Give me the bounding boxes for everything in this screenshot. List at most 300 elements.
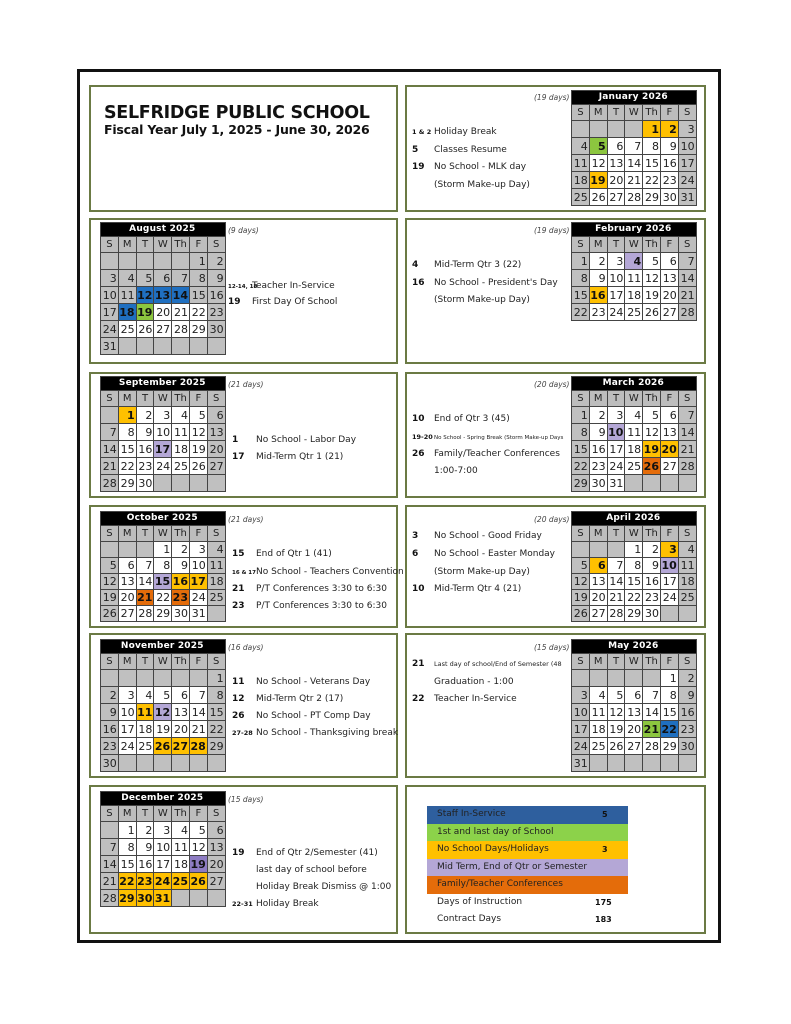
calendar-day: 5	[643, 407, 661, 424]
calendar-day: 1	[118, 822, 136, 839]
note-date: 23	[232, 601, 245, 611]
month-title: December 2025	[101, 792, 226, 806]
calendar-day: 15	[572, 441, 590, 458]
weekday-header: W	[154, 391, 172, 407]
calendar-empty-cell	[207, 755, 225, 772]
calendar-day: 23	[589, 458, 607, 475]
calendar-day: 11	[625, 424, 643, 441]
stat-value: 183	[595, 915, 612, 924]
calendar-day: 14	[101, 856, 119, 873]
calendar-day: 6	[660, 253, 678, 270]
calendar-nov	[100, 639, 226, 772]
calendar-empty-cell	[118, 670, 136, 687]
weekday-header: F	[660, 526, 678, 542]
calendar-empty-cell	[572, 542, 590, 558]
calendar-day: 15	[625, 574, 643, 590]
weekday-header: S	[572, 105, 590, 121]
calendar-day: 5	[154, 687, 172, 704]
stat-value: 175	[595, 897, 612, 907]
calendar-day: 15	[189, 287, 207, 304]
calendar-day: 20	[660, 287, 678, 304]
note-date: 11	[232, 677, 245, 687]
calendar-note	[232, 549, 332, 559]
calendar-day: 12	[101, 574, 119, 590]
calendar-day: 19	[189, 441, 207, 458]
calendar-day: 24	[189, 590, 207, 606]
calendar-note	[412, 414, 510, 424]
calendar-day: 10	[572, 704, 590, 721]
note-text: (Storm Make-up Day)	[434, 180, 530, 190]
calendar-day: 4	[572, 138, 590, 155]
calendar-day: 7	[172, 270, 190, 287]
calendar-note	[232, 677, 370, 687]
calendar-day: 11	[137, 705, 153, 719]
calendar-day: 18	[625, 287, 643, 304]
calendar-day: 27	[118, 606, 136, 622]
stat-label: Days of Instruction	[437, 896, 523, 907]
calendar-note	[412, 180, 530, 190]
calendar-day: 4	[207, 542, 225, 558]
note-text: Mid-Term Qtr 1 (21)	[256, 452, 344, 462]
month-title: January 2026	[572, 91, 697, 105]
calendar-day: 1	[625, 542, 643, 558]
weekday-header: F	[189, 654, 207, 670]
calendar-empty-cell	[101, 822, 119, 839]
note-text: Graduation - 1:00	[434, 677, 514, 687]
calendar-note	[412, 127, 497, 137]
note-text: End of Qtr 3 (45)	[434, 414, 510, 424]
calendar-day: 20	[589, 590, 607, 606]
calendar-empty-cell	[660, 475, 678, 492]
calendar-day: 3	[101, 270, 119, 287]
calendar-day: 16	[590, 288, 606, 302]
calendar-mar	[571, 376, 697, 492]
note-text: Mid-Term Qtr 2 (17)	[256, 694, 344, 704]
weekday-header: S	[678, 391, 696, 407]
calendar-day: 6	[118, 558, 136, 574]
calendar-day: 19	[101, 590, 119, 606]
calendar-empty-cell	[154, 475, 172, 492]
calendar-empty-cell	[189, 670, 207, 687]
calendar-day: 22	[625, 590, 643, 606]
weekday-header: M	[118, 806, 136, 822]
calendar-day: 19	[154, 721, 172, 738]
calendar-day: 10	[118, 704, 136, 721]
calendar-day: 1	[118, 407, 136, 424]
calendar-day: 7	[189, 687, 207, 704]
weekday-header: W	[154, 806, 172, 822]
calendar-day: 17	[101, 304, 119, 321]
weekday-header: F	[660, 654, 678, 670]
calendar-aug	[100, 222, 226, 355]
calendar-empty-cell	[207, 338, 225, 355]
weekday-header: W	[154, 237, 172, 253]
calendar-empty-cell	[118, 338, 136, 355]
calendar-day: 4	[625, 407, 643, 424]
calendar-day: 28	[678, 304, 696, 321]
calendar-day: 17	[572, 721, 590, 738]
calendar-day: 1	[572, 253, 590, 270]
calendar-empty-cell	[101, 253, 119, 270]
calendar-day: 11	[172, 424, 190, 441]
weekday-header: S	[678, 526, 696, 542]
calendar-day: 27	[660, 458, 678, 475]
calendar-day: 18	[625, 441, 643, 458]
legend-no-school	[427, 841, 628, 859]
calendar-day: 6	[207, 822, 225, 839]
calendar-feb	[571, 222, 697, 321]
calendar-day: 31	[101, 338, 119, 355]
weekday-header: Th	[643, 391, 661, 407]
calendar-day: 16	[643, 574, 661, 590]
calendar-day: 5	[136, 270, 154, 287]
weekday-header: Th	[643, 654, 661, 670]
calendar-day: 28	[607, 606, 625, 622]
calendar-note	[412, 677, 514, 687]
weekday-header: Th	[172, 391, 190, 407]
weekday-header: M	[589, 526, 607, 542]
weekday-header: M	[118, 237, 136, 253]
weekday-header: Th	[643, 237, 661, 253]
note-text: (Storm Make-up Day)	[434, 567, 530, 577]
note-text: No School - Spring Break (Storm Make-up Days	[434, 435, 564, 441]
weekday-header: F	[189, 391, 207, 407]
note-date: 26	[412, 449, 425, 459]
calendar-empty-cell	[207, 890, 225, 907]
calendar-day: 8	[572, 270, 590, 287]
calendar-day: 29	[660, 738, 678, 755]
note-text: No School - Easter Monday	[434, 549, 555, 559]
note-date: 19-20	[412, 433, 433, 441]
calendar-empty-cell	[607, 670, 625, 687]
calendar-day: 25	[678, 590, 696, 606]
calendar-day: 21	[189, 721, 207, 738]
calendar-day: 23	[137, 874, 153, 888]
calendar-note	[412, 466, 478, 476]
calendar-day: 22	[661, 722, 677, 736]
calendar-day: 22	[643, 172, 661, 189]
calendar-empty-cell	[136, 670, 154, 687]
calendar-day: 12	[607, 704, 625, 721]
calendar-jan	[571, 90, 697, 206]
weekday-header: F	[189, 806, 207, 822]
calendar-empty-cell	[136, 542, 154, 558]
calendar-day: 26	[189, 458, 207, 475]
calendar-empty-cell	[643, 670, 661, 687]
note-date: 4	[412, 260, 419, 270]
weekday-header: T	[607, 654, 625, 670]
calendar-day: 9	[172, 558, 190, 574]
title-panel	[89, 85, 398, 212]
weekday-header: S	[101, 806, 119, 822]
calendar-note	[412, 449, 560, 459]
calendar-empty-cell	[607, 121, 625, 138]
calendar-note	[232, 584, 387, 594]
calendar-day: 13	[207, 424, 225, 441]
calendar-empty-cell	[660, 606, 678, 622]
calendar-empty-cell	[189, 475, 207, 492]
calendar-empty-cell	[154, 338, 172, 355]
calendar-day: 25	[625, 458, 643, 475]
calendar-day: 28	[678, 458, 696, 475]
note-date: 27-28	[232, 729, 253, 737]
calendar-day: 12	[643, 424, 661, 441]
calendar-note	[232, 711, 371, 721]
calendar-day: 15	[118, 441, 136, 458]
calendar-day: 27	[589, 606, 607, 622]
calendar-empty-cell	[101, 407, 119, 424]
calendar-day: 2	[643, 542, 661, 558]
calendar-day: 22	[118, 458, 136, 475]
calendar-day: 18	[207, 574, 225, 590]
weekday-header: S	[101, 526, 119, 542]
calendar-day: 28	[136, 606, 154, 622]
weekday-header: Th	[643, 105, 661, 121]
calendar-day: 2	[660, 121, 678, 138]
calendar-note	[228, 297, 337, 307]
month-title: April 2026	[572, 512, 697, 526]
calendar-day: 21	[101, 873, 119, 890]
calendar-day: 29	[154, 606, 172, 622]
calendar-day: 18	[589, 721, 607, 738]
calendar-day: 15	[154, 575, 171, 588]
calendar-day: 27	[207, 873, 225, 890]
calendar-day: 24	[118, 738, 136, 755]
weekday-header: S	[207, 237, 225, 253]
weekday-header: M	[118, 391, 136, 407]
calendar-day: 21	[172, 304, 190, 321]
calendar-empty-cell	[589, 670, 607, 687]
calendar-day: 9	[678, 687, 696, 704]
calendar-day: 16	[136, 441, 154, 458]
note-text: Classes Resume	[434, 145, 507, 155]
calendar-day: 16	[136, 856, 154, 873]
calendar-day: 12	[572, 574, 590, 590]
calendar-day: 3	[154, 407, 172, 424]
calendar-empty-cell	[589, 755, 607, 772]
calendar-note	[228, 281, 335, 291]
calendar-day: 11	[207, 558, 225, 574]
note-text: Last day of school/End of Semester (48	[434, 660, 562, 668]
calendar-day: 17	[607, 441, 625, 458]
weekday-header: T	[607, 237, 625, 253]
note-date: 6	[412, 549, 419, 559]
note-date: 5	[412, 145, 419, 155]
calendar-dec	[100, 791, 226, 907]
note-text: Holiday Break	[256, 899, 319, 909]
calendar-day: 29	[118, 475, 136, 492]
calendar-day: 21	[643, 722, 659, 736]
weekday-header: W	[625, 526, 643, 542]
calendar-empty-cell	[572, 670, 590, 687]
month-title: May 2026	[572, 640, 697, 654]
calendar-day: 6	[589, 558, 607, 574]
note-date: 22	[412, 694, 425, 704]
note-text: P/T Conferences 3:30 to 6:30	[256, 601, 387, 611]
note-date: 1 & 2	[412, 128, 432, 136]
calendar-day: 10	[608, 425, 624, 439]
note-date: 10	[412, 584, 425, 594]
calendar-note	[412, 694, 517, 704]
note-date: 1	[232, 435, 239, 445]
calendar-note	[412, 584, 521, 594]
calendar-day: 26	[643, 304, 661, 321]
calendar-day: 30	[172, 606, 190, 622]
calendar-day: 16	[172, 575, 188, 588]
calendar-day: 12	[154, 705, 171, 719]
calendar-day: 9	[207, 270, 225, 287]
calendar-day: 29	[207, 738, 225, 755]
calendar-day: 24	[660, 590, 678, 606]
weekday-header: S	[572, 654, 590, 670]
calendar-day: 10	[154, 839, 172, 856]
calendar-empty-cell	[660, 755, 678, 772]
calendar-note	[412, 145, 507, 155]
note-text: last day of school before	[256, 865, 367, 875]
calendar-day: 30	[136, 475, 154, 492]
calendar-empty-cell	[207, 606, 225, 622]
calendar-day: 14	[189, 704, 207, 721]
calendar-day: 21	[101, 458, 119, 475]
calendar-day: 5	[189, 407, 207, 424]
calendar-day: 4	[118, 270, 136, 287]
calendar-day: 9	[589, 270, 607, 287]
weekday-header: T	[607, 105, 625, 121]
calendar-day: 7	[101, 424, 119, 441]
note-date: 19	[232, 848, 245, 858]
calendar-day: 30	[643, 606, 661, 622]
calendar-empty-cell	[172, 890, 190, 907]
calendar-day: 30	[660, 189, 678, 206]
weekday-header: S	[572, 391, 590, 407]
note-text: Family/Teacher Conferences	[434, 449, 560, 459]
weekday-header: F	[660, 391, 678, 407]
weekday-header: S	[207, 806, 225, 822]
weekday-header: S	[572, 526, 590, 542]
calendar-day: 9	[589, 424, 607, 441]
calendar-day: 11	[625, 270, 643, 287]
calendar-day: 25	[207, 590, 225, 606]
calendar-day: 22	[154, 590, 172, 606]
calendar-day: 25	[118, 321, 136, 338]
weekday-header: T	[607, 526, 625, 542]
calendar-day: 22	[572, 458, 590, 475]
calendar-day: 10	[101, 287, 119, 304]
calendar-day: 23	[207, 304, 225, 321]
calendar-day: 3	[189, 542, 207, 558]
calendar-day: 19	[190, 857, 206, 871]
calendar-empty-cell	[189, 755, 207, 772]
calendar-day: 17	[607, 287, 625, 304]
calendar-day: 13	[172, 704, 190, 721]
calendar-empty-cell	[625, 475, 643, 492]
calendar-day: 3	[607, 407, 625, 424]
weekday-header: F	[660, 237, 678, 253]
calendar-day: 8	[660, 687, 678, 704]
note-text: (Storm Make-up Day)	[434, 295, 530, 305]
calendar-day: 4	[625, 253, 643, 270]
calendar-day: 2	[136, 407, 154, 424]
calendar-day: 1	[207, 670, 225, 687]
calendar-day: 16	[660, 155, 678, 172]
instruction-days-count: (19 days)	[534, 93, 570, 102]
weekday-header: F	[189, 526, 207, 542]
weekday-header: T	[607, 391, 625, 407]
note-text: No School - MLK day	[434, 162, 527, 172]
calendar-day: 11	[589, 704, 607, 721]
calendar-day: 7	[101, 839, 119, 856]
calendar-day: 7	[136, 558, 154, 574]
calendar-empty-cell	[607, 542, 625, 558]
calendar-day: 20	[154, 304, 172, 321]
calendar-day: 18	[572, 172, 590, 189]
calendar-day: 28	[625, 189, 643, 206]
calendar-day: 6	[625, 687, 643, 704]
calendar-day: 7	[643, 687, 661, 704]
calendar-empty-cell	[136, 338, 154, 355]
calendar-day: 7	[607, 558, 625, 574]
calendar-day: 25	[172, 458, 190, 475]
note-text: Holiday Break	[434, 127, 497, 137]
calendar-day: 17	[154, 856, 172, 873]
calendar-day: 20	[172, 721, 190, 738]
instruction-days-count: (20 days)	[534, 515, 570, 524]
calendar-day: 26	[607, 738, 625, 755]
calendar-day: 7	[678, 253, 696, 270]
calendar-day: 1	[189, 253, 207, 270]
weekday-header: T	[136, 237, 154, 253]
calendar-day: 7	[678, 407, 696, 424]
calendar-day: 21	[625, 172, 643, 189]
calendar-day: 30	[678, 738, 696, 755]
calendar-day: 14	[643, 704, 661, 721]
calendar-day: 18	[172, 441, 190, 458]
calendar-note	[232, 435, 356, 445]
calendar-day: 20	[207, 441, 225, 458]
calendar-day: 6	[207, 407, 225, 424]
calendar-day: 22	[207, 721, 225, 738]
calendar-day: 6	[172, 687, 190, 704]
calendar-note	[412, 549, 555, 559]
calendar-day: 25	[572, 189, 590, 206]
calendar-day: 16	[101, 721, 119, 738]
calendar-empty-cell	[643, 475, 661, 492]
calendar-day: 10	[154, 424, 172, 441]
calendar-day: 2	[136, 822, 154, 839]
calendar-empty-cell	[625, 121, 643, 138]
calendar-day: 18	[119, 305, 135, 319]
calendar-day: 8	[572, 424, 590, 441]
weekday-header: Th	[172, 806, 190, 822]
weekday-header: S	[101, 237, 119, 253]
note-date: 19	[228, 297, 241, 307]
calendar-day: 26	[190, 874, 206, 888]
instruction-days-count: (16 days)	[228, 643, 264, 652]
calendar-day: 10	[607, 270, 625, 287]
calendar-day: 23	[136, 458, 154, 475]
weekday-header: M	[118, 526, 136, 542]
instruction-days-count: (19 days)	[534, 226, 570, 235]
calendar-day: 29	[189, 321, 207, 338]
calendar-day: 19	[137, 305, 153, 319]
calendar-day: 8	[118, 839, 136, 856]
calendar-note	[232, 865, 367, 875]
calendar-day: 23	[643, 590, 661, 606]
calendar-day: 10	[661, 559, 677, 572]
weekday-header: S	[207, 391, 225, 407]
calendar-note	[412, 260, 521, 270]
calendar-empty-cell	[172, 253, 190, 270]
